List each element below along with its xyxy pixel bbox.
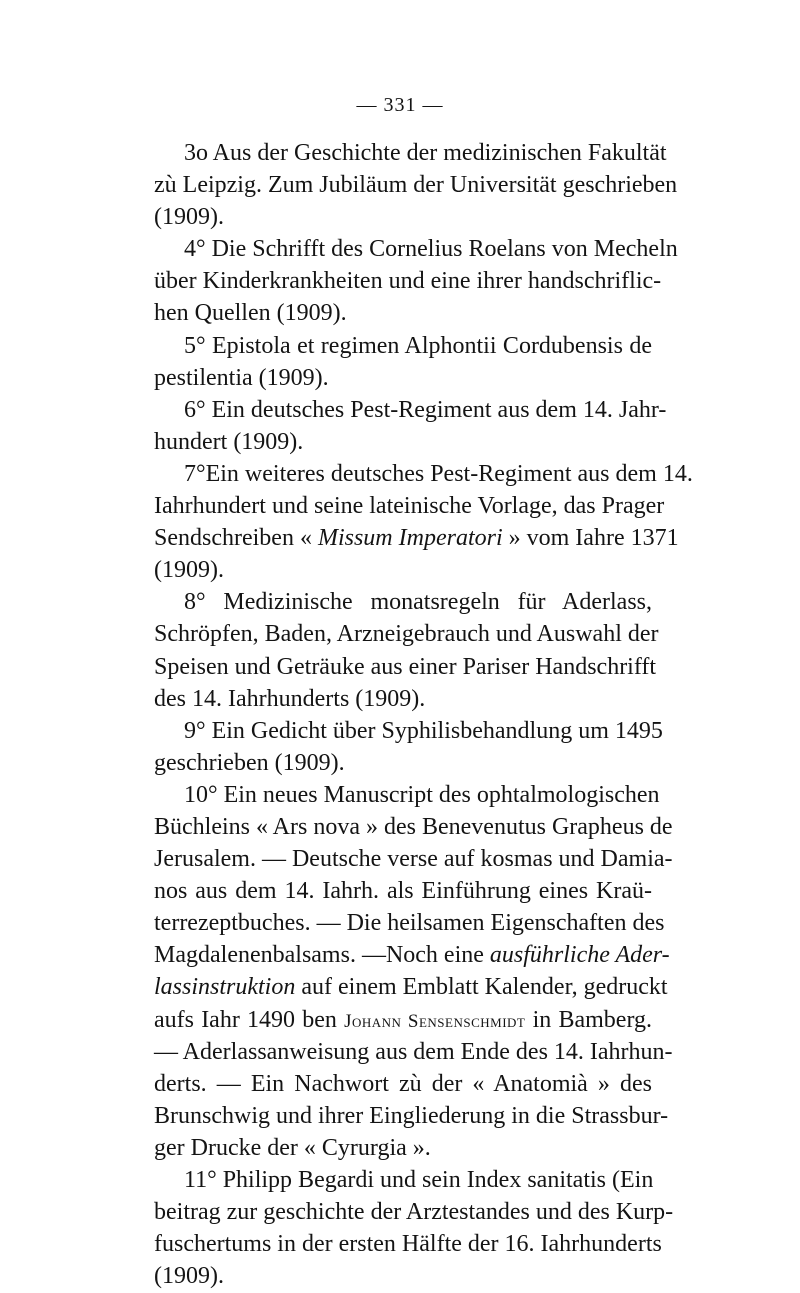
text-segment: (1909).	[154, 204, 224, 231]
text-segment: in Bamberg.	[525, 1006, 652, 1033]
text-line	[154, 747, 652, 779]
text-segment: 3o Aus der Geschichte der medizinischen Fakultät	[184, 140, 667, 166]
text-line	[154, 201, 652, 233]
text-segment: 11° Philipp Begardi und sein Index sanitatis (Ein	[184, 1167, 654, 1193]
text-line	[154, 330, 652, 362]
text-line	[154, 651, 657, 683]
text-segment: — Aderlassanweisung aus dem Ende des 14. Iahrhun-	[154, 1038, 673, 1065]
text-line	[154, 1228, 662, 1260]
text-line	[154, 1036, 673, 1068]
text-segment: 6° Ein deutsches Pest-Regiment aus dem 14. Jahr-	[184, 396, 667, 423]
italic-text: Missum Imperatori	[317, 525, 503, 552]
page-number: — 331 —	[356, 94, 444, 116]
text-line	[154, 907, 665, 939]
text-segment: » vom Iahre 1371	[502, 525, 679, 552]
text-line	[154, 971, 668, 1003]
text-segment: geschrieben (1909).	[154, 749, 345, 776]
text-segment: 4° Die Schrifft des Cornelius Roelans von Mecheln	[184, 236, 678, 263]
italic-text: ausführliche Ader-	[489, 942, 670, 969]
text-line	[154, 233, 678, 265]
text-segment: hundert (1909).	[154, 428, 304, 455]
text-segment: Magdalenenbalsams. —Noch eine	[154, 942, 490, 969]
text-line	[154, 554, 652, 586]
text-line	[154, 1132, 652, 1164]
text-line	[154, 522, 679, 554]
text-segment: Sendschreiben «	[154, 525, 318, 552]
text-line	[154, 811, 673, 843]
text-segment: derts. — Ein Nachwort zù der « Anatomià » des	[154, 1070, 652, 1097]
text-line	[154, 1068, 652, 1100]
text-segment: 7°Ein weiteres deutsches Pest-Regiment aus dem 14.	[184, 460, 693, 487]
text-line	[154, 779, 660, 811]
text-line	[154, 426, 652, 458]
text-line	[154, 169, 678, 201]
text-line	[154, 875, 652, 907]
text-line	[154, 1100, 669, 1132]
text-segment: pestilentia (1909).	[154, 364, 329, 391]
text-segment: Büchleins « Ars nova » des Benevenutus Grapheus de	[154, 813, 673, 840]
text-line	[154, 265, 662, 297]
text-line	[154, 683, 652, 715]
text-segment: 10° Ein neues Manuscript des ophtalmologischen	[184, 781, 660, 808]
text-segment: fuschertums in der ersten Hälfte der 16. Iahrhunderts	[154, 1231, 662, 1258]
text-segment: auf einem Emblatt Kalender, gedruckt	[295, 974, 668, 1001]
text-line	[154, 715, 663, 747]
text-line	[154, 618, 659, 650]
text-segment: hen Quellen (1909).	[154, 300, 347, 327]
text-segment: Iahrhundert und seine lateinische Vorlage, das Prager	[154, 493, 665, 520]
text-line	[154, 362, 652, 394]
text-segment: ger Drucke der « Cyrurgia ».	[154, 1134, 431, 1161]
text-segment: 5° Epistola et regimen Alphontii Cordubensis de	[184, 332, 652, 359]
text-segment: Schröpfen, Baden, Arzneigebrauch und Auswahl der	[154, 621, 659, 648]
small-caps-text: Johann Sensenschmidt	[344, 1010, 526, 1032]
text-line	[154, 1196, 674, 1228]
text-line	[154, 939, 670, 971]
text-segment: Speisen und Geträuke aus einer Pariser Handschrifft	[154, 653, 657, 680]
text-segment: terrezeptbuches. — Die heilsamen Eigenschaften des	[154, 910, 665, 937]
italic-text: lassinstruktion	[154, 974, 296, 1001]
text-segment: zù Leipzig. Zum Jubiläum der Universität geschrieben	[154, 172, 678, 199]
text-line	[154, 1004, 652, 1036]
text-line	[154, 490, 665, 522]
text-segment: beitrag zur geschichte der Arztestandes und des Kurp-	[154, 1199, 674, 1226]
text-segment: Brunschwig und ihrer Eingliederung in die Strassbur-	[154, 1102, 669, 1129]
text-segment: Jerusalem. — Deutsche verse auf kosmas und Damia-	[154, 846, 673, 873]
text-line	[154, 137, 667, 169]
text-segment: 9° Ein Gedicht über Syphilisbehandlung um 1495	[184, 717, 663, 744]
text-segment: über Kinderkrankheiten und eine ihrer handschriflic-	[154, 268, 662, 295]
text-line	[154, 843, 673, 875]
text-segment: nos aus dem 14. Iahrh. als Einführung eines Kraü-	[154, 878, 652, 905]
text-line	[154, 586, 652, 618]
text-line	[154, 1260, 652, 1292]
text-segment: 8° Medizinische monatsregeln für Aderlass,	[184, 589, 652, 616]
text-segment: (1909).	[154, 557, 224, 584]
text-segment: (1909).	[154, 1263, 224, 1290]
text-line	[154, 394, 667, 426]
text-line	[154, 297, 652, 329]
text-segment: aufs Iahr 1490 ben	[154, 1006, 345, 1033]
text-line	[154, 458, 693, 490]
text-line	[154, 1164, 652, 1196]
body-text	[154, 137, 693, 1292]
text-segment: des 14. Iahrhunderts (1909).	[154, 685, 426, 712]
